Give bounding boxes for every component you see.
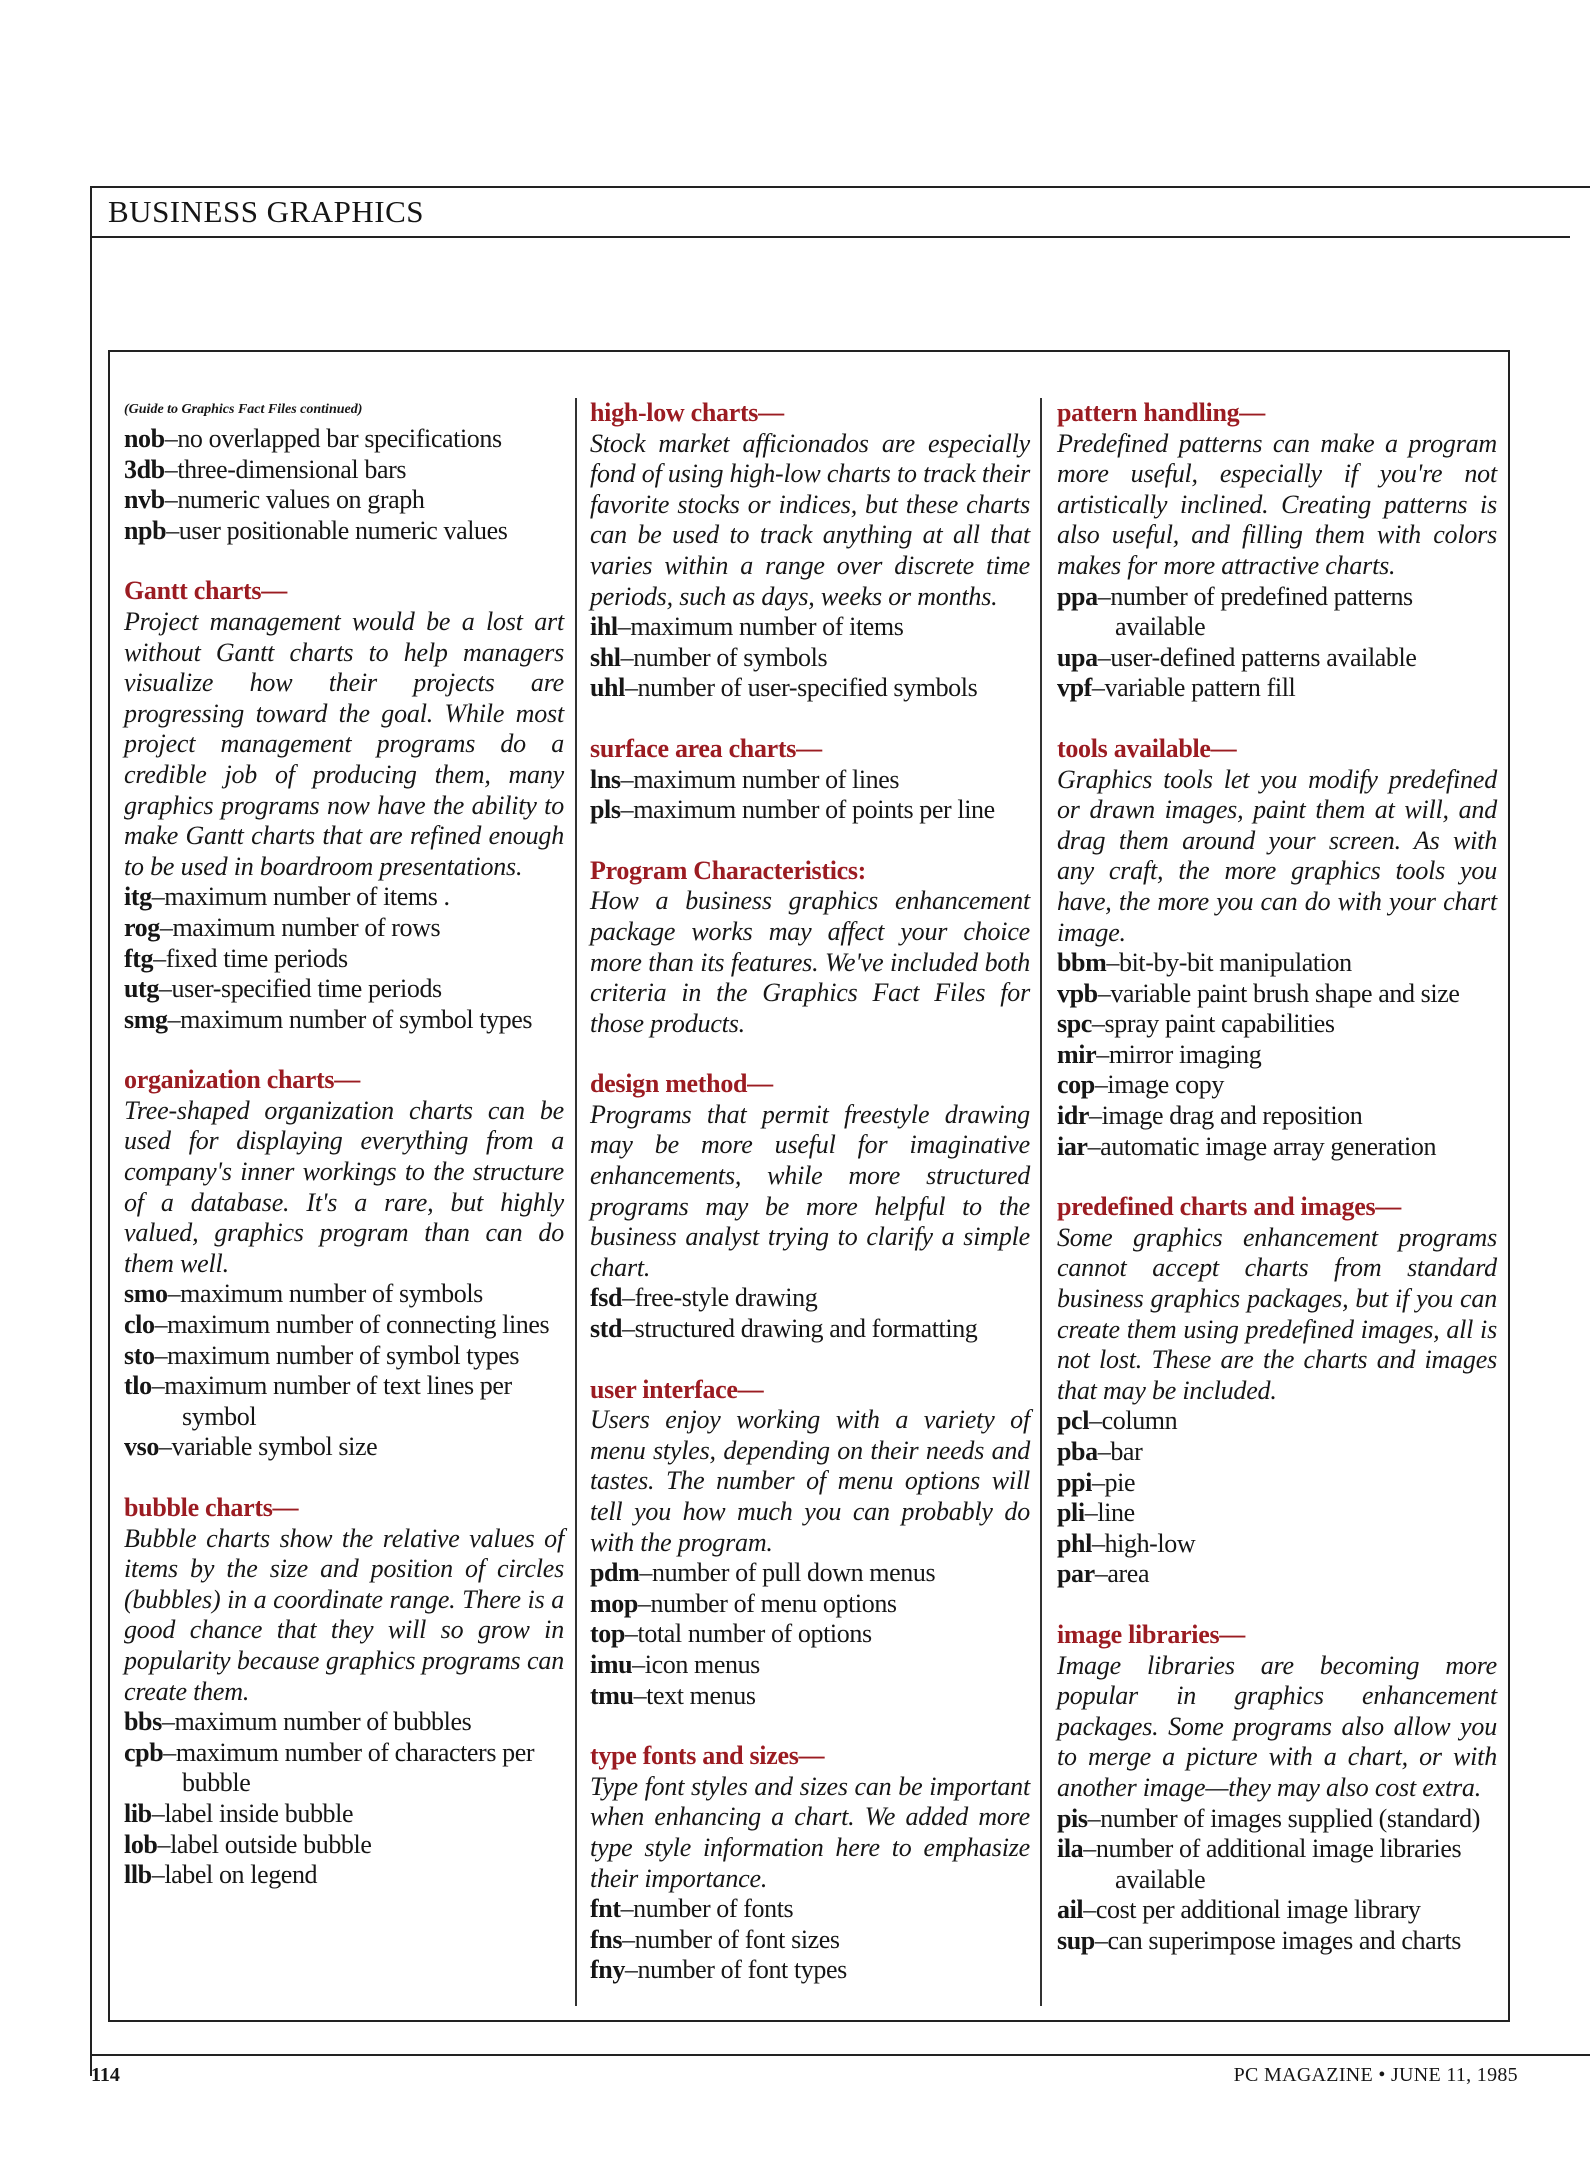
abbreviation-definition: –number of font sizes — [622, 1924, 840, 1954]
guide-section — [590, 398, 1030, 704]
abbreviation-code: phl — [1057, 1528, 1092, 1558]
abbreviation-entry — [1057, 1529, 1497, 1560]
column-2 — [590, 398, 1030, 2016]
abbreviation-code: pli — [1057, 1498, 1085, 1528]
abbreviation-definition: –total number of options — [624, 1619, 872, 1649]
section-description: Users enjoy working with a variety of menu styles, depending on their needs and tastes. The number of menu options will tell you how much you can probably do with the program. — [590, 1405, 1030, 1557]
abbreviation-definition: –user-specified time periods — [158, 974, 442, 1004]
abbreviation-entry — [124, 1341, 564, 1372]
abbreviation-entry — [590, 1619, 1030, 1650]
abbreviation-entry — [124, 974, 564, 1005]
abbreviation-definition: –maximum number of points per line — [620, 795, 995, 825]
abbreviation-entry — [1057, 1834, 1497, 1895]
abbreviation-entry — [1057, 1101, 1497, 1132]
abbreviation-code: cop — [1057, 1070, 1095, 1100]
section-heading: organization charts— — [124, 1065, 360, 1095]
abbreviation-code: nob — [124, 424, 165, 453]
abbreviation-entry — [124, 1860, 564, 1891]
section-description: How a business graphics enhancement package works may affect your choice more than its features. We've included both criteria in the Graphics Fact Files for those products. — [590, 886, 1030, 1038]
guide-section — [1057, 1620, 1497, 1957]
page-left-rule — [90, 186, 92, 2076]
abbreviation-code: spc — [1057, 1009, 1092, 1039]
abbreviation-definition: –high-low — [1091, 1528, 1196, 1558]
abbreviation-entry — [124, 944, 564, 975]
abbreviation-definition: –can superimpose images and charts — [1094, 1925, 1462, 1955]
section-title: BUSINESS GRAPHICS — [108, 194, 425, 229]
abbreviation-definition: –maximum number of connecting lines — [154, 1310, 550, 1340]
abbreviation-code: pls — [590, 795, 621, 825]
section-heading: pattern handling— — [1057, 398, 1266, 427]
section-heading: Gantt charts— — [124, 576, 287, 606]
abbreviation-entry — [124, 1371, 564, 1432]
abbreviation-entry — [1057, 673, 1497, 704]
abbreviation-entry — [1057, 1070, 1497, 1101]
abbreviation-definition: –maximum number of items — [617, 612, 904, 642]
abbreviation-entry — [1057, 1804, 1497, 1835]
guide-section — [1057, 734, 1497, 1162]
abbreviation-definition: –maximum number of text lines per symbol — [151, 1371, 512, 1431]
section-heading: tools available— — [1057, 733, 1237, 763]
abbreviation-entry — [590, 673, 1030, 704]
abbreviation-entry — [124, 485, 564, 516]
abbreviation-code: pis — [1057, 1803, 1088, 1833]
abbreviation-code: sup — [1057, 1925, 1095, 1955]
section-heading: design method— — [590, 1069, 773, 1099]
guide-section — [590, 1375, 1030, 1712]
abbreviation-definition: –user-defined patterns available — [1097, 642, 1417, 672]
abbreviation-entry — [124, 1830, 564, 1861]
section-description: Bubble charts show the relative values of items by the size and position of circles (bubbles) in a coordinate range. There is a good chance that they will so grow in popularity because graphics programs can create them. — [124, 1523, 564, 1706]
abbreviation-code: top — [590, 1619, 625, 1649]
abbreviation-definition: –column — [1089, 1406, 1178, 1436]
section-heading: Program Characteristics: — [590, 855, 867, 885]
abbreviation-code: fsd — [590, 1283, 623, 1313]
abbreviation-code: vso — [124, 1432, 159, 1462]
guide-section — [1057, 398, 1497, 704]
abbreviation-entry — [590, 1925, 1030, 1956]
abbreviation-definition: –maximum number of symbol types — [154, 1340, 520, 1370]
abbreviation-entry — [124, 1738, 564, 1799]
abbreviation-entry — [590, 1283, 1030, 1314]
abbreviation-entry — [1057, 582, 1497, 643]
abbreviation-code: ppi — [1057, 1467, 1092, 1497]
footer-rule — [90, 2054, 1590, 2056]
abbreviation-entry — [124, 1799, 564, 1830]
abbreviation-code: vpb — [1057, 978, 1098, 1008]
abbreviation-entry — [1057, 1926, 1497, 1957]
abbreviation-definition: –number of pull down menus — [639, 1558, 936, 1588]
abbreviation-definition: –numeric values on graph — [164, 485, 425, 515]
abbreviation-definition: –label outside bubble — [157, 1829, 372, 1859]
abbreviation-entry — [1057, 1468, 1497, 1499]
abbreviation-code: clo — [124, 1310, 155, 1340]
column-1 — [124, 398, 564, 1921]
abbreviation-definition: –image copy — [1094, 1070, 1224, 1100]
section-heading: high-low charts— — [590, 398, 784, 427]
abbreviation-entry — [1057, 979, 1497, 1010]
abbreviation-entry — [1057, 1406, 1497, 1437]
abbreviation-entry — [590, 765, 1030, 796]
abbreviation-definition: –mirror imaging — [1096, 1039, 1262, 1069]
abbreviation-code: bbm — [1057, 948, 1107, 978]
abbreviation-entry — [1057, 1895, 1497, 1926]
abbreviation-code: bbs — [124, 1707, 162, 1737]
abbreviation-definition: –variable paint brush shape and size — [1097, 978, 1460, 1008]
abbreviation-definition: –maximum number of rows — [159, 912, 441, 942]
publication-line: PC MAGAZINE • JUNE 11, 1985 — [1233, 2064, 1518, 2086]
abbreviation-definition: –number of predefined patterns available — [1097, 581, 1413, 642]
column-3 — [1057, 398, 1497, 1987]
continued-kicker: (Guide to Graphics Fact Files continued) — [124, 402, 363, 417]
section-description: Image libraries are becoming more popular in graphics enhancement packages. Some programs also allow you to merge a picture with a chart, or with another image—they may also cost extra. — [1057, 1650, 1497, 1802]
abbreviation-code: ppa — [1057, 581, 1098, 611]
section-description: Type font styles and sizes can be important when enhancing a chart. We added more type style information here to emphasize their importance. — [590, 1771, 1030, 1893]
abbreviation-definition: –line — [1084, 1498, 1135, 1528]
abbreviation-entry — [124, 1005, 564, 1036]
abbreviation-entry — [590, 1314, 1030, 1345]
section-heading: image libraries— — [1057, 1619, 1245, 1649]
header-top-rule — [90, 186, 1590, 188]
abbreviation-entry — [124, 1279, 564, 1310]
abbreviation-code: smg — [124, 1004, 168, 1034]
abbreviation-definition: –icon menus — [632, 1649, 760, 1679]
abbreviation-code: lib — [124, 1798, 152, 1828]
abbreviation-entry — [590, 1681, 1030, 1712]
abbreviation-code: uhl — [590, 673, 625, 703]
section-heading: type fonts and sizes— — [590, 1741, 825, 1771]
section-description: Stock market afficionados are especially fond of using high-low charts to track their favorite stocks or indices, but these charts can be used to track anything at all that varies within a range over discrete time periods, such as days, weeks or months. — [590, 428, 1030, 611]
abbreviation-definition: –maximum number of symbol types — [167, 1004, 533, 1034]
section-description: Graphics tools let you modify predefined or drawn images, paint them at will, and drag them around your screen. As with any craft, the more graphics tools you have, the more you can do with your chart image. — [1057, 764, 1497, 947]
guide-section — [124, 424, 564, 546]
abbreviation-definition: –number of fonts — [620, 1894, 794, 1924]
abbreviation-code: fns — [590, 1924, 623, 1954]
abbreviation-entry — [590, 795, 1030, 826]
abbreviation-definition: –cost per additional image library — [1083, 1895, 1421, 1925]
section-heading: predefined charts and images— — [1057, 1192, 1401, 1222]
abbreviation-entry — [590, 1894, 1030, 1925]
abbreviation-entry — [124, 1310, 564, 1341]
abbreviation-entry — [124, 1432, 564, 1463]
guide-section — [124, 1065, 564, 1463]
abbreviation-code: llb — [124, 1860, 152, 1890]
section-description: Predefined patterns can make a program more useful, especially if you're not artistically inclined. Creating patterns is also useful, and filling them with colors makes for more attractive charts. — [1057, 428, 1497, 580]
guide-section — [1057, 1192, 1497, 1590]
abbreviation-code: rog — [124, 912, 160, 942]
abbreviation-definition: –number of additional image libraries available — [1083, 1834, 1462, 1894]
section-heading: user interface— — [590, 1374, 764, 1404]
abbreviation-code: 3db — [124, 454, 165, 484]
abbreviation-code: shl — [590, 642, 621, 672]
abbreviation-code: iar — [1057, 1131, 1088, 1161]
section-description: Programs that permit freestyle drawing may be more useful for imaginative enhancements, while more structured programs may be more helpful to the business analyst trying to clarify a simple chart. — [590, 1099, 1030, 1282]
abbreviation-code: fny — [590, 1955, 625, 1985]
abbreviation-code: tmu — [590, 1680, 634, 1710]
abbreviation-definition: –maximum number of symbols — [167, 1279, 483, 1309]
abbreviation-code: mir — [1057, 1039, 1097, 1069]
guide-section — [124, 1493, 564, 1891]
abbreviation-definition: –area — [1094, 1559, 1150, 1589]
section-description: Some graphics enhancement programs cannot accept charts from standard business graphics packages, but if you can create them using predefined images, all is not lost. These are the charts and images that may be included. — [1057, 1222, 1497, 1405]
abbreviation-definition: –structured drawing and formatting — [622, 1314, 978, 1344]
abbreviation-entry — [1057, 1437, 1497, 1468]
abbreviation-code: mop — [590, 1588, 638, 1618]
abbreviation-code: npb — [124, 515, 167, 545]
abbreviation-code: std — [590, 1314, 623, 1344]
abbreviation-entry — [590, 643, 1030, 674]
abbreviation-entry — [590, 1650, 1030, 1681]
abbreviation-definition: –number of user-specified symbols — [624, 673, 978, 703]
abbreviation-code: pba — [1057, 1437, 1098, 1466]
abbreviation-entry — [124, 913, 564, 944]
abbreviation-code: lns — [590, 764, 621, 794]
abbreviation-definition: –label on legend — [151, 1860, 318, 1890]
abbreviation-code: sto — [124, 1340, 155, 1370]
abbreviation-entry — [124, 882, 564, 913]
abbreviation-definition: –no overlapped bar specifications — [164, 424, 502, 453]
abbreviation-code: imu — [590, 1649, 633, 1679]
abbreviation-entry — [124, 455, 564, 486]
abbreviation-code: fnt — [590, 1894, 621, 1924]
abbreviation-definition: –maximum number of items . — [151, 882, 450, 912]
abbreviation-code: itg — [124, 882, 152, 912]
abbreviation-definition: –bar — [1097, 1437, 1143, 1466]
column-divider — [1040, 398, 1042, 2006]
column-divider — [575, 398, 577, 2006]
guide-section — [590, 856, 1030, 1040]
abbreviation-definition: –variable pattern fill — [1091, 673, 1296, 703]
abbreviation-code: upa — [1057, 642, 1098, 672]
section-description: Project management would be a lost art without Gantt charts to help managers visualize how their projects are progressing toward the goal. While most project management programs do a credible job of producing them, many graphics programs now have the ability to make Gantt charts that are refined enough to be used in boardroom presentations. — [124, 606, 564, 881]
guide-section — [590, 1069, 1030, 1344]
abbreviation-code: pcl — [1057, 1406, 1090, 1436]
abbreviation-definition: –three-dimensional bars — [164, 454, 407, 484]
abbreviation-code: pdm — [590, 1558, 640, 1588]
abbreviation-code: lob — [124, 1829, 158, 1859]
abbreviation-code: tlo — [124, 1371, 152, 1401]
section-description: Tree-shaped organization charts can be used for displaying everything from a company's inner workings to the structure of a database. It's a rare, but highly valued, graphics program than can do them well. — [124, 1095, 564, 1278]
header-under-rule — [90, 236, 1570, 238]
abbreviation-definition: –variable symbol size — [158, 1432, 378, 1462]
guide-section — [124, 576, 564, 1035]
abbreviation-definition: –number of images supplied (standard) — [1087, 1803, 1481, 1833]
abbreviation-definition: –automatic image array generation — [1087, 1131, 1437, 1161]
abbreviation-entry — [590, 1558, 1030, 1589]
abbreviation-code: smo — [124, 1279, 168, 1309]
abbreviation-entry — [1057, 643, 1497, 674]
abbreviation-definition: –user positionable numeric values — [166, 515, 508, 545]
abbreviation-definition: –free-style drawing — [622, 1283, 818, 1313]
abbreviation-code: ila — [1057, 1834, 1084, 1864]
section-heading: bubble charts— — [124, 1493, 299, 1522]
abbreviation-entry — [124, 516, 564, 547]
abbreviation-code: idr — [1057, 1101, 1090, 1131]
abbreviation-definition: –pie — [1091, 1467, 1136, 1497]
abbreviation-code: ail — [1057, 1895, 1084, 1925]
abbreviation-code: cpb — [124, 1737, 164, 1767]
page-number: 114 — [91, 2064, 120, 2086]
abbreviation-definition: –fixed time periods — [153, 943, 348, 973]
abbreviation-code: utg — [124, 974, 159, 1004]
guide-section — [590, 734, 1030, 826]
abbreviation-entry — [1057, 948, 1497, 979]
abbreviation-code: par — [1057, 1559, 1095, 1589]
abbreviation-entry — [1057, 1132, 1497, 1163]
section-heading: surface area charts— — [590, 733, 822, 763]
abbreviation-code: ihl — [590, 612, 618, 642]
abbreviation-entry — [1057, 1559, 1497, 1590]
abbreviation-definition: –number of menu options — [637, 1588, 897, 1618]
abbreviation-definition: –number of font types — [624, 1955, 847, 1985]
abbreviation-entry — [1057, 1040, 1497, 1071]
abbreviation-code: vpf — [1057, 673, 1092, 703]
abbreviation-code: ftg — [124, 943, 154, 973]
abbreviation-entry — [124, 424, 564, 455]
abbreviation-entry — [1057, 1498, 1497, 1529]
abbreviation-code: nvb — [124, 485, 165, 515]
abbreviation-definition: –label inside bubble — [151, 1798, 354, 1828]
abbreviation-entry — [590, 612, 1030, 643]
abbreviation-definition: –number of symbols — [620, 642, 828, 672]
abbreviation-definition: –maximum number of characters per bubble — [163, 1737, 535, 1798]
abbreviation-entry — [590, 1589, 1030, 1620]
abbreviation-entry — [590, 1955, 1030, 1986]
abbreviation-definition: –maximum number of bubbles — [161, 1707, 472, 1737]
abbreviation-definition: –spray paint capabilities — [1091, 1009, 1335, 1039]
abbreviation-definition: –bit-by-bit manipulation — [1106, 948, 1352, 978]
abbreviation-definition: –image drag and reposition — [1089, 1101, 1363, 1131]
abbreviation-definition: –maximum number of lines — [620, 764, 900, 794]
guide-section — [590, 1741, 1030, 1986]
abbreviation-definition: –text menus — [633, 1680, 756, 1710]
abbreviation-entry — [1057, 1009, 1497, 1040]
abbreviation-entry — [124, 1707, 564, 1738]
